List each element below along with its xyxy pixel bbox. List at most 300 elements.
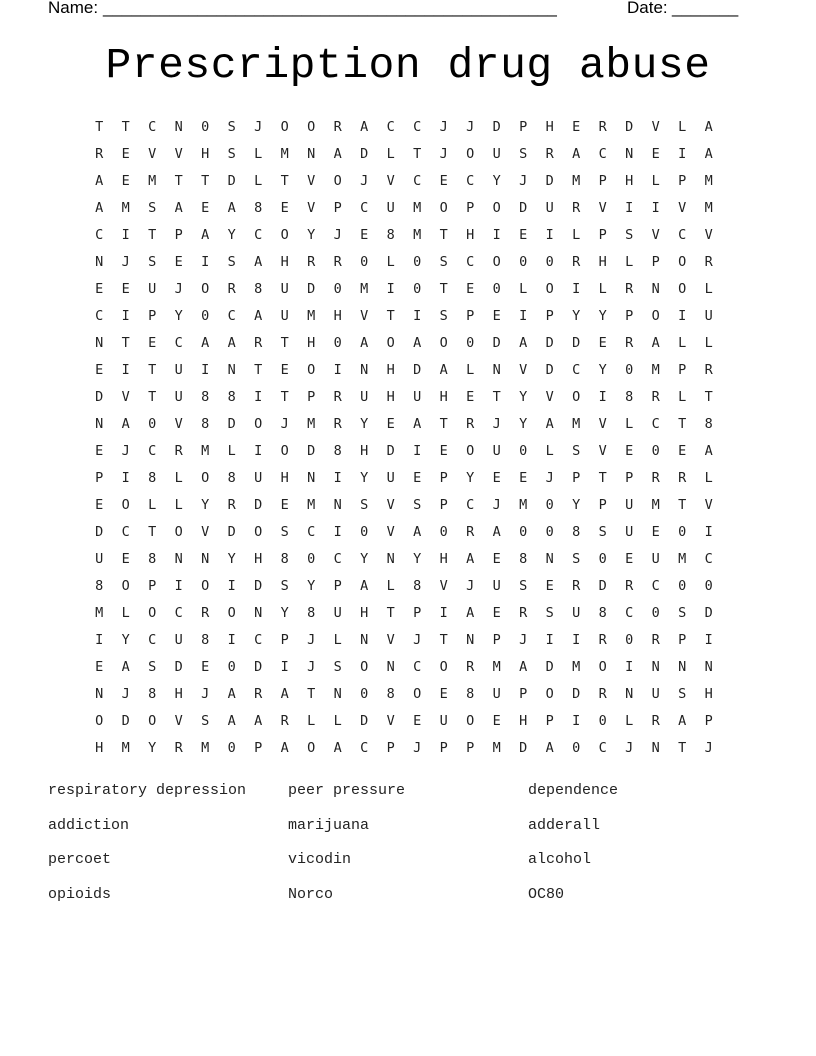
- grid-letter: H: [280, 469, 289, 486]
- grid-letter: O: [466, 712, 475, 729]
- grid-row: [86, 464, 722, 491]
- grid-letter: U: [333, 604, 342, 621]
- grid-letter: H: [174, 685, 183, 702]
- grid-letter: 0: [598, 712, 607, 729]
- grid-letter: R: [254, 334, 263, 351]
- grid-letter: 0: [625, 631, 634, 648]
- grid-letter: O: [466, 442, 475, 459]
- grid-letter: 0: [148, 415, 157, 432]
- grid-letter: M: [413, 199, 422, 216]
- grid-letter: A: [651, 334, 660, 351]
- grid-letter: P: [545, 712, 554, 729]
- grid-letter: R: [280, 712, 289, 729]
- grid-letter: H: [439, 550, 448, 567]
- grid-letter: M: [572, 658, 581, 675]
- grid-letter: 8: [148, 469, 157, 486]
- grid-letter: O: [121, 496, 130, 513]
- grid-letter: R: [598, 118, 607, 135]
- grid-letter: T: [148, 361, 157, 378]
- grid-letter: P: [492, 631, 501, 648]
- grid-letter: R: [333, 118, 342, 135]
- grid-letter: R: [545, 145, 554, 162]
- grid-letter: R: [651, 631, 660, 648]
- grid-letter: E: [121, 280, 130, 297]
- grid-letter: T: [704, 388, 713, 405]
- grid-letter: R: [678, 469, 687, 486]
- grid-letter: E: [519, 469, 528, 486]
- grid-letter: A: [227, 334, 236, 351]
- grid-letter: I: [704, 631, 713, 648]
- grid-letter: M: [678, 550, 687, 567]
- grid-row: [86, 383, 722, 410]
- grid-letter: 8: [201, 388, 210, 405]
- grid-letter: 0: [333, 334, 342, 351]
- grid-letter: A: [174, 199, 183, 216]
- grid-letter: D: [95, 388, 104, 405]
- grid-letter: U: [625, 523, 634, 540]
- word-list-item: peer pressure: [288, 782, 406, 799]
- grid-letter: P: [386, 739, 395, 756]
- grid-letter: 0: [439, 523, 448, 540]
- grid-letter: O: [492, 253, 501, 270]
- grid-letter: S: [545, 604, 554, 621]
- grid-letter: E: [413, 469, 422, 486]
- grid-letter: M: [704, 199, 713, 216]
- grid-letter: J: [519, 631, 528, 648]
- grid-letter: A: [413, 415, 422, 432]
- grid-letter: L: [333, 712, 342, 729]
- grid-letter: S: [201, 712, 210, 729]
- grid-letter: V: [519, 361, 528, 378]
- grid-letter: E: [625, 550, 634, 567]
- grid-row: [86, 599, 722, 626]
- grid-letter: T: [280, 334, 289, 351]
- grid-letter: 0: [545, 253, 554, 270]
- grid-letter: I: [678, 145, 687, 162]
- grid-letter: O: [148, 604, 157, 621]
- grid-letter: T: [492, 388, 501, 405]
- grid-letter: T: [280, 388, 289, 405]
- grid-letter: L: [678, 334, 687, 351]
- grid-letter: C: [254, 631, 263, 648]
- grid-letter: N: [174, 550, 183, 567]
- grid-letter: A: [95, 199, 104, 216]
- grid-letter: I: [254, 388, 263, 405]
- grid-letter: O: [333, 172, 342, 189]
- grid-letter: C: [227, 307, 236, 324]
- grid-letter: U: [174, 631, 183, 648]
- grid-letter: O: [174, 523, 183, 540]
- grid-letter: R: [625, 334, 634, 351]
- grid-letter: S: [439, 307, 448, 324]
- grid-letter: J: [333, 226, 342, 243]
- grid-letter: E: [174, 253, 183, 270]
- grid-letter: L: [386, 577, 395, 594]
- grid-letter: A: [413, 334, 422, 351]
- grid-letter: N: [360, 361, 369, 378]
- grid-letter: H: [466, 226, 475, 243]
- grid-letter: J: [439, 118, 448, 135]
- grid-letter: D: [492, 334, 501, 351]
- grid-letter: C: [254, 226, 263, 243]
- word-list-item: vicodin: [288, 851, 352, 868]
- grid-letter: U: [386, 469, 395, 486]
- grid-letter: O: [466, 145, 475, 162]
- grid-letter: C: [572, 361, 581, 378]
- grid-letter: P: [95, 469, 104, 486]
- grid-letter: D: [545, 334, 554, 351]
- grid-letter: U: [651, 685, 660, 702]
- grid-letter: I: [678, 307, 687, 324]
- grid-letter: E: [95, 442, 104, 459]
- grid-letter: A: [519, 658, 528, 675]
- grid-letter: E: [201, 199, 210, 216]
- grid-letter: R: [333, 415, 342, 432]
- grid-letter: C: [174, 334, 183, 351]
- grid-letter: L: [333, 631, 342, 648]
- grid-letter: R: [333, 388, 342, 405]
- grid-letter: R: [174, 442, 183, 459]
- grid-letter: P: [174, 226, 183, 243]
- grid-letter: C: [386, 118, 395, 135]
- grid-letter: R: [466, 523, 475, 540]
- grid-letter: Y: [519, 388, 528, 405]
- grid-letter: R: [201, 604, 210, 621]
- grid-letter: N: [651, 658, 660, 675]
- grid-letter: J: [545, 469, 554, 486]
- grid-letter: Y: [360, 415, 369, 432]
- grid-letter: L: [704, 334, 713, 351]
- grid-letter: D: [174, 658, 183, 675]
- grid-letter: V: [651, 118, 660, 135]
- grid-letter: A: [333, 145, 342, 162]
- grid-letter: E: [121, 550, 130, 567]
- grid-letter: R: [519, 604, 528, 621]
- grid-letter: L: [678, 388, 687, 405]
- grid-letter: Y: [466, 469, 475, 486]
- grid-letter: A: [227, 712, 236, 729]
- grid-letter: J: [254, 118, 263, 135]
- grid-letter: T: [386, 604, 395, 621]
- grid-letter: Y: [413, 550, 422, 567]
- grid-letter: I: [201, 361, 210, 378]
- grid-letter: A: [121, 658, 130, 675]
- word-list-item: Norco: [288, 885, 334, 903]
- grid-letter: N: [201, 550, 210, 567]
- grid-letter: H: [333, 307, 342, 324]
- grid-letter: L: [121, 604, 130, 621]
- grid-letter: V: [439, 577, 448, 594]
- grid-letter: 8: [386, 226, 395, 243]
- word-list-item: percoet: [48, 851, 112, 868]
- grid-letter: S: [148, 253, 157, 270]
- grid-letter: V: [148, 145, 157, 162]
- grid-letter: C: [307, 523, 316, 540]
- grid-letter: D: [572, 685, 581, 702]
- grid-letter: R: [254, 685, 263, 702]
- grid-letter: V: [598, 442, 607, 459]
- grid-letter: D: [307, 442, 316, 459]
- grid-letter: S: [280, 523, 289, 540]
- grid-letter: E: [466, 280, 475, 297]
- grid-letter: H: [704, 685, 713, 702]
- grid-letter: V: [386, 496, 395, 513]
- grid-letter: O: [572, 388, 581, 405]
- grid-letter: M: [572, 415, 581, 432]
- grid-letter: P: [598, 496, 607, 513]
- grid-letter: N: [307, 469, 316, 486]
- grid-letter: I: [572, 631, 581, 648]
- grid-letter: 0: [201, 307, 210, 324]
- grid-letter: L: [254, 172, 263, 189]
- grid-letter: 8: [598, 604, 607, 621]
- grid-letter: P: [625, 469, 634, 486]
- date-label: Date:: [627, 0, 668, 17]
- grid-letter: Y: [280, 604, 289, 621]
- grid-letter: E: [413, 712, 422, 729]
- grid-letter: I: [625, 199, 634, 216]
- grid-letter: Y: [360, 469, 369, 486]
- grid-letter: E: [492, 550, 501, 567]
- grid-letter: C: [148, 442, 157, 459]
- word-list-item: OC80: [528, 885, 565, 903]
- grid-letter: N: [545, 550, 554, 567]
- grid-letter: I: [254, 442, 263, 459]
- grid-row: [86, 302, 722, 329]
- grid-letter: I: [625, 658, 634, 675]
- grid-letter: L: [174, 496, 183, 513]
- grid-letter: R: [174, 739, 183, 756]
- grid-letter: P: [466, 307, 475, 324]
- name-label: Name:: [48, 0, 99, 17]
- grid-letter: P: [598, 172, 607, 189]
- grid-letter: O: [227, 604, 236, 621]
- grid-row: [86, 410, 722, 437]
- grid-letter: P: [545, 307, 554, 324]
- grid-letter: L: [227, 442, 236, 459]
- grid-letter: O: [678, 280, 687, 297]
- grid-letter: Y: [227, 550, 236, 567]
- word-list-item: respiratory depression: [48, 782, 247, 799]
- grid-letter: U: [280, 307, 289, 324]
- grid-letter: D: [519, 199, 528, 216]
- grid-letter: O: [280, 442, 289, 459]
- grid-letter: O: [439, 334, 448, 351]
- grid-letter: I: [333, 523, 342, 540]
- grid-row: [86, 167, 722, 194]
- grid-letter: D: [413, 361, 422, 378]
- grid-letter: J: [360, 172, 369, 189]
- grid-row: [86, 356, 722, 383]
- grid-letter: M: [201, 442, 210, 459]
- grid-letter: A: [254, 712, 263, 729]
- grid-letter: E: [651, 145, 660, 162]
- grid-letter: Y: [572, 307, 581, 324]
- grid-letter: E: [386, 415, 395, 432]
- grid-letter: I: [174, 577, 183, 594]
- grid-letter: V: [386, 631, 395, 648]
- grid-letter: A: [121, 415, 130, 432]
- grid-letter: I: [121, 469, 130, 486]
- grid-letter: J: [625, 739, 634, 756]
- grid-letter: I: [121, 226, 130, 243]
- grid-letter: Y: [227, 226, 236, 243]
- grid-letter: A: [519, 334, 528, 351]
- grid-letter: L: [307, 712, 316, 729]
- grid-letter: U: [651, 550, 660, 567]
- grid-letter: T: [148, 388, 157, 405]
- grid-letter: O: [545, 280, 554, 297]
- grid-letter: 0: [360, 253, 369, 270]
- grid-letter: M: [121, 739, 130, 756]
- grid-letter: R: [625, 280, 634, 297]
- grid-letter: T: [439, 280, 448, 297]
- grid-letter: U: [254, 469, 263, 486]
- grid-letter: 8: [572, 523, 581, 540]
- grid-letter: 8: [413, 577, 422, 594]
- grid-letter: A: [545, 415, 554, 432]
- grid-letter: T: [386, 307, 395, 324]
- grid-letter: M: [360, 280, 369, 297]
- grid-letter: P: [148, 577, 157, 594]
- grid-letter: M: [492, 658, 501, 675]
- grid-letter: P: [148, 307, 157, 324]
- grid-letter: O: [254, 415, 263, 432]
- grid-letter: V: [307, 199, 316, 216]
- grid-letter: P: [651, 253, 660, 270]
- grid-letter: M: [704, 172, 713, 189]
- grid-row: [86, 707, 722, 734]
- grid-letter: C: [148, 631, 157, 648]
- grid-letter: R: [333, 253, 342, 270]
- grid-letter: T: [95, 118, 104, 135]
- grid-letter: O: [598, 658, 607, 675]
- grid-letter: I: [439, 604, 448, 621]
- grid-letter: E: [492, 712, 501, 729]
- grid-letter: O: [545, 685, 554, 702]
- grid-letter: A: [95, 172, 104, 189]
- grid-letter: D: [704, 604, 713, 621]
- grid-letter: A: [201, 226, 210, 243]
- grid-row: [86, 113, 722, 140]
- grid-letter: J: [492, 415, 501, 432]
- grid-letter: D: [307, 280, 316, 297]
- grid-letter: E: [492, 469, 501, 486]
- grid-row: [86, 140, 722, 167]
- grid-letter: V: [545, 388, 554, 405]
- grid-letter: N: [333, 685, 342, 702]
- grid-row: [86, 275, 722, 302]
- grid-row: [86, 734, 722, 761]
- grid-row: [86, 572, 722, 599]
- grid-letter: E: [625, 442, 634, 459]
- grid-letter: 8: [201, 415, 210, 432]
- grid-letter: J: [704, 739, 713, 756]
- grid-letter: Y: [148, 739, 157, 756]
- grid-letter: 8: [333, 442, 342, 459]
- grid-letter: J: [519, 172, 528, 189]
- grid-row: [86, 221, 722, 248]
- grid-letter: M: [121, 199, 130, 216]
- word-list: [48, 776, 768, 914]
- grid-letter: O: [413, 685, 422, 702]
- grid-letter: C: [598, 145, 607, 162]
- grid-letter: U: [360, 388, 369, 405]
- grid-letter: 8: [625, 388, 634, 405]
- grid-letter: U: [492, 145, 501, 162]
- grid-letter: M: [492, 739, 501, 756]
- grid-row: [86, 437, 722, 464]
- grid-letter: L: [678, 118, 687, 135]
- grid-letter: R: [307, 253, 316, 270]
- grid-row: [86, 653, 722, 680]
- grid-letter: C: [95, 226, 104, 243]
- grid-letter: V: [174, 712, 183, 729]
- grid-letter: N: [625, 685, 634, 702]
- grid-letter: D: [360, 145, 369, 162]
- grid-letter: 0: [704, 577, 713, 594]
- grid-letter: V: [386, 712, 395, 729]
- grid-letter: I: [333, 469, 342, 486]
- grid-letter: N: [651, 739, 660, 756]
- grid-letter: 8: [95, 577, 104, 594]
- grid-letter: D: [598, 577, 607, 594]
- grid-letter: S: [572, 442, 581, 459]
- grid-letter: L: [651, 172, 660, 189]
- grid-letter: T: [678, 415, 687, 432]
- word-list-item: addiction: [48, 816, 130, 834]
- grid-letter: O: [201, 469, 210, 486]
- grid-letter: L: [466, 361, 475, 378]
- grid-letter: 8: [704, 415, 713, 432]
- grid-letter: P: [678, 361, 687, 378]
- grid-letter: C: [704, 550, 713, 567]
- grid-letter: I: [572, 712, 581, 729]
- grid-letter: R: [572, 253, 581, 270]
- grid-letter: P: [333, 577, 342, 594]
- grid-letter: 0: [651, 442, 660, 459]
- grid-letter: A: [545, 739, 554, 756]
- grid-letter: A: [201, 334, 210, 351]
- grid-letter: V: [651, 226, 660, 243]
- grid-letter: U: [572, 604, 581, 621]
- grid-letter: D: [545, 658, 554, 675]
- grid-letter: M: [651, 496, 660, 513]
- grid-letter: J: [413, 739, 422, 756]
- grid-letter: A: [704, 118, 713, 135]
- grid-letter: J: [466, 118, 475, 135]
- grid-letter: A: [280, 685, 289, 702]
- grid-letter: P: [625, 307, 634, 324]
- grid-letter: Y: [598, 307, 607, 324]
- grid-letter: A: [572, 145, 581, 162]
- grid-letter: H: [307, 334, 316, 351]
- grid-letter: J: [121, 685, 130, 702]
- grid-letter: P: [439, 496, 448, 513]
- grid-letter: I: [492, 226, 501, 243]
- grid-letter: 0: [413, 280, 422, 297]
- grid-letter: C: [148, 118, 157, 135]
- grid-letter: D: [227, 523, 236, 540]
- grid-letter: U: [492, 685, 501, 702]
- grid-letter: C: [413, 172, 422, 189]
- date-blank-line: _______: [672, 0, 739, 17]
- grid-letter: 0: [227, 658, 236, 675]
- grid-letter: 8: [254, 280, 263, 297]
- grid-letter: 0: [545, 523, 554, 540]
- grid-letter: M: [307, 307, 316, 324]
- grid-letter: E: [95, 496, 104, 513]
